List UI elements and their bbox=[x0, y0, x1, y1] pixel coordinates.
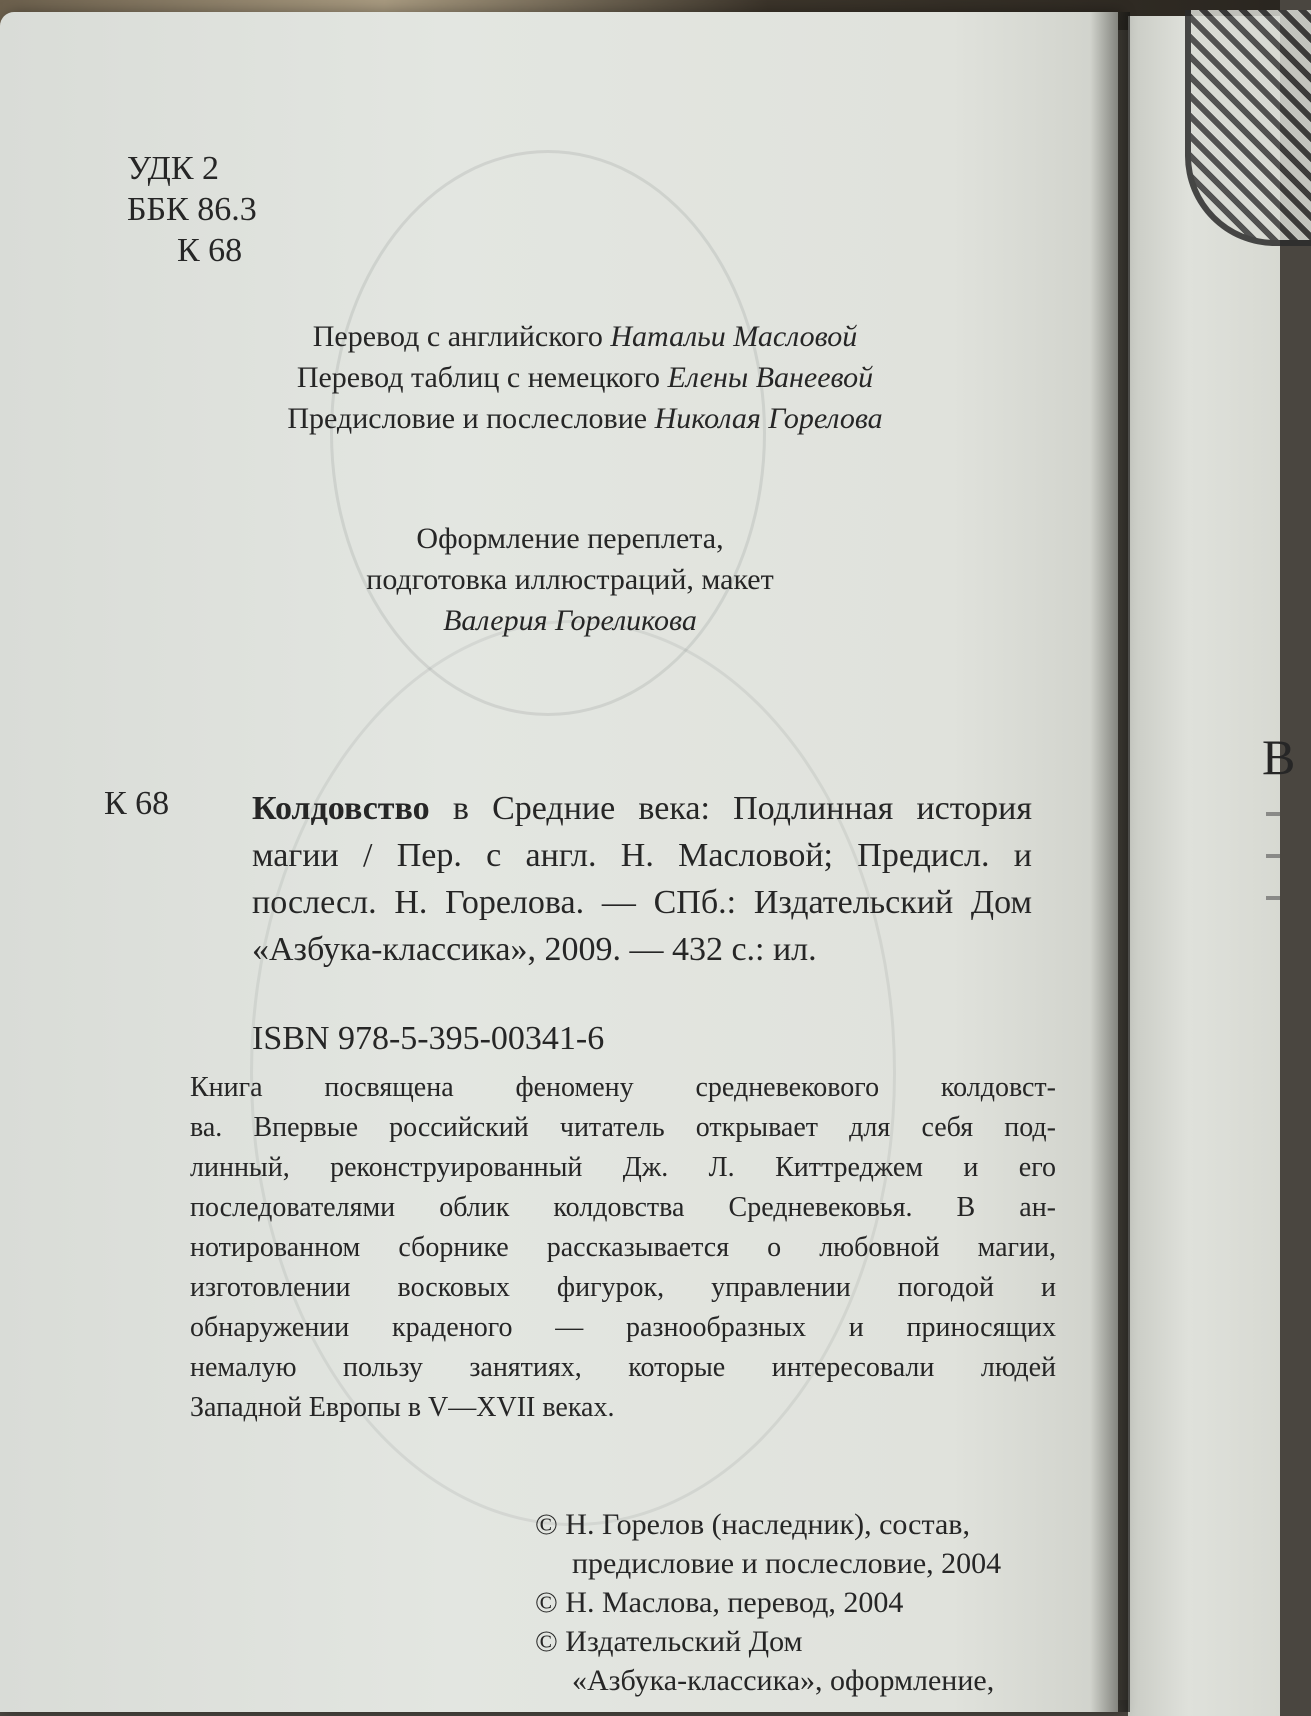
book-abstract bbox=[190, 1068, 1056, 1428]
abstract-line: ва. Впервые российский читатель открывает для себя под- bbox=[190, 1112, 1056, 1143]
bbk-code: ББК 86.3 bbox=[127, 191, 257, 228]
tables-translator-name: Елены Ванеевой bbox=[667, 361, 874, 394]
isbn: ISBN 978-5-395-00341-6 bbox=[252, 1020, 605, 1057]
designer-name: Валерия Гореликова bbox=[443, 604, 697, 637]
design-credits bbox=[280, 518, 860, 641]
facing-page-letter: В bbox=[1262, 729, 1296, 785]
book-gutter-shadow bbox=[1090, 12, 1130, 1712]
translation-label: Перевод с английского bbox=[312, 320, 603, 353]
abstract-line: Западной Европы в V—XVII веках. bbox=[190, 1392, 615, 1423]
foreword-author-name: Николая Горелова bbox=[654, 402, 883, 435]
copyright-block bbox=[535, 1505, 1001, 1700]
copyright-line: © Издательский Дом bbox=[535, 1625, 803, 1658]
translation-credits bbox=[205, 316, 965, 439]
udk-code: УДК 2 bbox=[127, 150, 220, 187]
abstract-line: последователями облик колдовства Средневековья. В ан- bbox=[190, 1192, 1056, 1223]
translation-credit-line bbox=[205, 316, 965, 357]
translator-name: Натальи Масловой bbox=[610, 320, 858, 353]
design-line-2: подготовка иллюстраций, макет bbox=[366, 563, 774, 596]
abstract-line: нотированном сборнике рассказывается о любовной магии, bbox=[190, 1232, 1056, 1263]
foreword-label: Предисловие и послесловие bbox=[287, 402, 648, 435]
abstract-line: линный, реконструированный Дж. Л. Киттреджем и его bbox=[190, 1152, 1056, 1183]
foreword-credit-line bbox=[205, 398, 965, 439]
abstract-line: немалую пользу занятиях, которые интересовали людей bbox=[190, 1352, 1056, 1383]
tables-credit-line bbox=[205, 357, 965, 398]
crown-ornament-illustration bbox=[1185, 10, 1311, 246]
copyright-line: «Азбука-классика», оформление, bbox=[572, 1664, 995, 1697]
facing-page-text-fragments bbox=[1266, 812, 1280, 932]
catalog-indices bbox=[127, 148, 257, 271]
author-mark: К 68 bbox=[177, 232, 243, 269]
design-line-1: Оформление переплета, bbox=[416, 522, 724, 555]
abstract-line: Книга посвящена феномену средневекового колдовст- bbox=[190, 1072, 1056, 1103]
book-title-bold: Колдовство bbox=[252, 790, 430, 827]
facing-page bbox=[1128, 16, 1280, 1716]
abstract-line: изготовлении восковых фигурок, управлении погодой и bbox=[190, 1272, 1056, 1303]
abstract-line: обнаружении краденого — разнообразных и приносящих bbox=[190, 1312, 1056, 1343]
copyright-line: © Н. Маслова, перевод, 2004 bbox=[535, 1586, 904, 1619]
bibliography-mark: К 68 bbox=[104, 785, 170, 822]
bibliographic-record bbox=[252, 785, 1032, 973]
copyright-line: предисловие и послесловие, 2004 bbox=[572, 1547, 1002, 1580]
bibliographic-details: в Средние века: Подлинная история магии / Пер. с англ. Н. Масловой; Предисл. и послесл. Н. Горелова. — СПб.: Издательский Дом «Азбука-классика», 2009. — 432 с.: ил. bbox=[252, 790, 1032, 968]
copyright-line: © Н. Горелов (наследник), состав, bbox=[535, 1508, 970, 1541]
tables-label: Перевод таблиц с немецкого bbox=[296, 361, 661, 394]
